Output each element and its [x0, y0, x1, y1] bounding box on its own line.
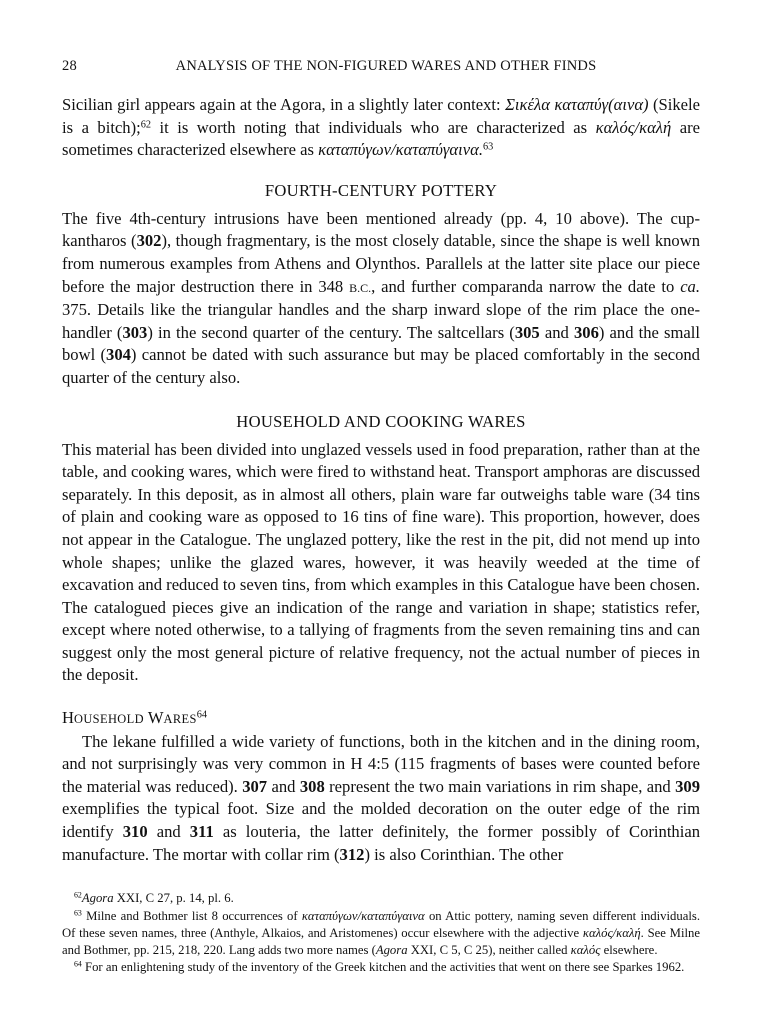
footnote-text: . See Milne and Bothmer, pp. 215, 218, 220. Lang adds two more names ( [62, 925, 700, 958]
footnote-italic: Agora [375, 943, 408, 958]
footnote-number: 64 [74, 960, 82, 970]
running-header [62, 58, 700, 82]
catalogue-ref: 305 [514, 322, 540, 342]
footnote-text: on Attic pottery, naming seven different individuals. Of these seven names, three (Anthyle, Alkaios, and Aristomenes) occur elsewhere with the adjective [62, 908, 700, 940]
heading-smallcaps: OUSEHOLD [73, 712, 144, 727]
catalogue-ref: 302 [136, 231, 162, 251]
text-span: The five 4th-century intrusions have been mentioned already (pp. 4, 10 above). The cup-kantharos ( [62, 208, 700, 251]
text-span: The lekane fulfilled a wide variety of functions, both in the kitchen and in the dining room, and not surprisingly was very common in H 4:5 (115 fragments of bases were counted before the material was reduced). [62, 731, 700, 796]
greek-word: καταπύγων/καταπύγαινα [301, 908, 425, 923]
text-span: exemplifies the typical foot. Size and the molded decoration on the outer edge of the rim identify [62, 799, 700, 842]
text-span: represent the two main variations in rim shape, and [324, 776, 676, 796]
catalogue-ref: 307 [242, 776, 268, 796]
footnote-62 [62, 890, 700, 907]
section-heading-fourth-century: FOURTH-CENTURY POTTERY [264, 180, 498, 200]
household-wares-paragraph [62, 731, 700, 867]
text-span: , and further comparanda narrow the date to [371, 276, 681, 296]
fourth-century-paragraph [62, 208, 700, 390]
heading-cap: H [62, 708, 74, 728]
footnote-text: XXI, C 27, p. 14, pl. 6. [113, 891, 234, 906]
text-span: ) is also Corinthian. The other [364, 844, 564, 864]
text-span: ) and the small bowl ( [62, 322, 700, 365]
footnote-text: XXI, C 5, C 25), neither called [407, 943, 571, 958]
catalogue-ref: 312 [339, 844, 365, 864]
running-title: ANALYSIS OF THE NON-FIGURED WARES AND OTHER FINDS [175, 58, 597, 74]
footnote-63 [62, 908, 700, 960]
subsection-heading-household-wares [62, 707, 700, 731]
greek-word: καταπύγων/καταπύγαινα. [318, 140, 483, 160]
page-number: 28 [62, 58, 77, 74]
text-span: and [539, 322, 574, 342]
text-span: and [267, 776, 300, 796]
footnote-text: Milne and Bothmer list 8 occurrences of [81, 908, 302, 923]
text-span: (Sikele is a bitch); [62, 95, 700, 137]
greek-word: καλός/καλή [582, 925, 641, 940]
catalogue-ref: 304 [106, 345, 131, 365]
text-span: ), though fragmentary, is the most closely datable, since the shape is well known from numerous examples from Athens and Olynthos. Parallels at the latter site place our piece before the major destruction there in 348 [62, 231, 700, 296]
page [62, 58, 700, 977]
footnote-italic: Agora [81, 891, 114, 906]
greek-word: καλός [570, 943, 601, 958]
intro-paragraph [62, 94, 700, 162]
footnote-text: elsewhere. [600, 943, 658, 958]
heading-smallcaps: ARES [163, 712, 197, 727]
greek-word: καλός/καλή [595, 117, 672, 137]
catalogue-ref: 306 [573, 322, 599, 342]
ca-abbr: ca. [680, 276, 700, 296]
footnote-text: For an enlightening study of the inventory of the Greek kitchen and the activities that went on there see Sparkes 1962. [81, 960, 685, 975]
section-heading-household: HOUSEHOLD AND COOKING WARES [236, 411, 526, 431]
catalogue-ref: 308 [299, 776, 325, 796]
text-span: it is worth noting that individuals who are characterized as [151, 117, 596, 137]
catalogue-ref: 310 [122, 822, 148, 842]
greek-quote: Σικέλα καταπύγ(αινα) [505, 95, 649, 114]
text-span: ) cannot be dated with such assurance but may be placed comfortably in the second quarter of the century also. [62, 345, 700, 387]
catalogue-ref: 303 [122, 322, 148, 342]
footnote-number: 62 [74, 890, 82, 900]
footnote-number: 63 [74, 908, 82, 918]
household-paragraph: This material has been divided into unglazed vessels used in food preparation, rather than at the table, and cooking wares, which were fired to withstand heat. Transport amphoras are discussed separately. In this deposit, as in almost all others, plain ware far outweighs table ware (34 tins of plain and cooking ware as opposed to 16 tins of fine ware). This proportion, however, does not appear in the Catalogue. The unglazed pottery, like the rest in the pit, did not mend up into whole shapes; unlike the glazed wares, however, it was heavily weeded at the time of excavation and reduced to seven tins, from which examples in this Catalogue have been chosen. The catalogued pieces give an indication of the range and variation in shape; statistics refer, except where noted otherwise, to a tallying of fragments from the seven remaining tins and can suggest only the most general picture of relative frequency, not the actual number of pieces in the deposit. [62, 439, 700, 685]
footnotes [62, 890, 700, 976]
bc-abbr: B.C. [349, 280, 372, 295]
footnote-ref-64[interactable]: 64 [196, 709, 208, 721]
text-span: as louteria, the latter definitely, the former possibly of Corinthian manufacture. The mortar with collar rim ( [62, 822, 700, 864]
text-span: 375. Details like the triangular handles and the sharp inward slope of the rim place the one-handler ( [62, 300, 700, 342]
text-span: are sometimes characterized elsewhere as [62, 117, 700, 160]
catalogue-ref: 309 [675, 776, 700, 796]
text-span: Sicilian girl appears again at the Agora, in a slightly later context: [62, 95, 506, 114]
footnote-ref-63[interactable]: 63 [482, 141, 494, 153]
catalogue-ref: 311 [189, 822, 214, 842]
footnote-ref-62[interactable]: 62 [140, 118, 152, 130]
text-span: ) in the second quarter of the century. The saltcellars ( [147, 322, 515, 342]
footnote-64 [62, 959, 700, 976]
text-span: and [147, 822, 190, 842]
heading-cap: W [147, 708, 164, 728]
